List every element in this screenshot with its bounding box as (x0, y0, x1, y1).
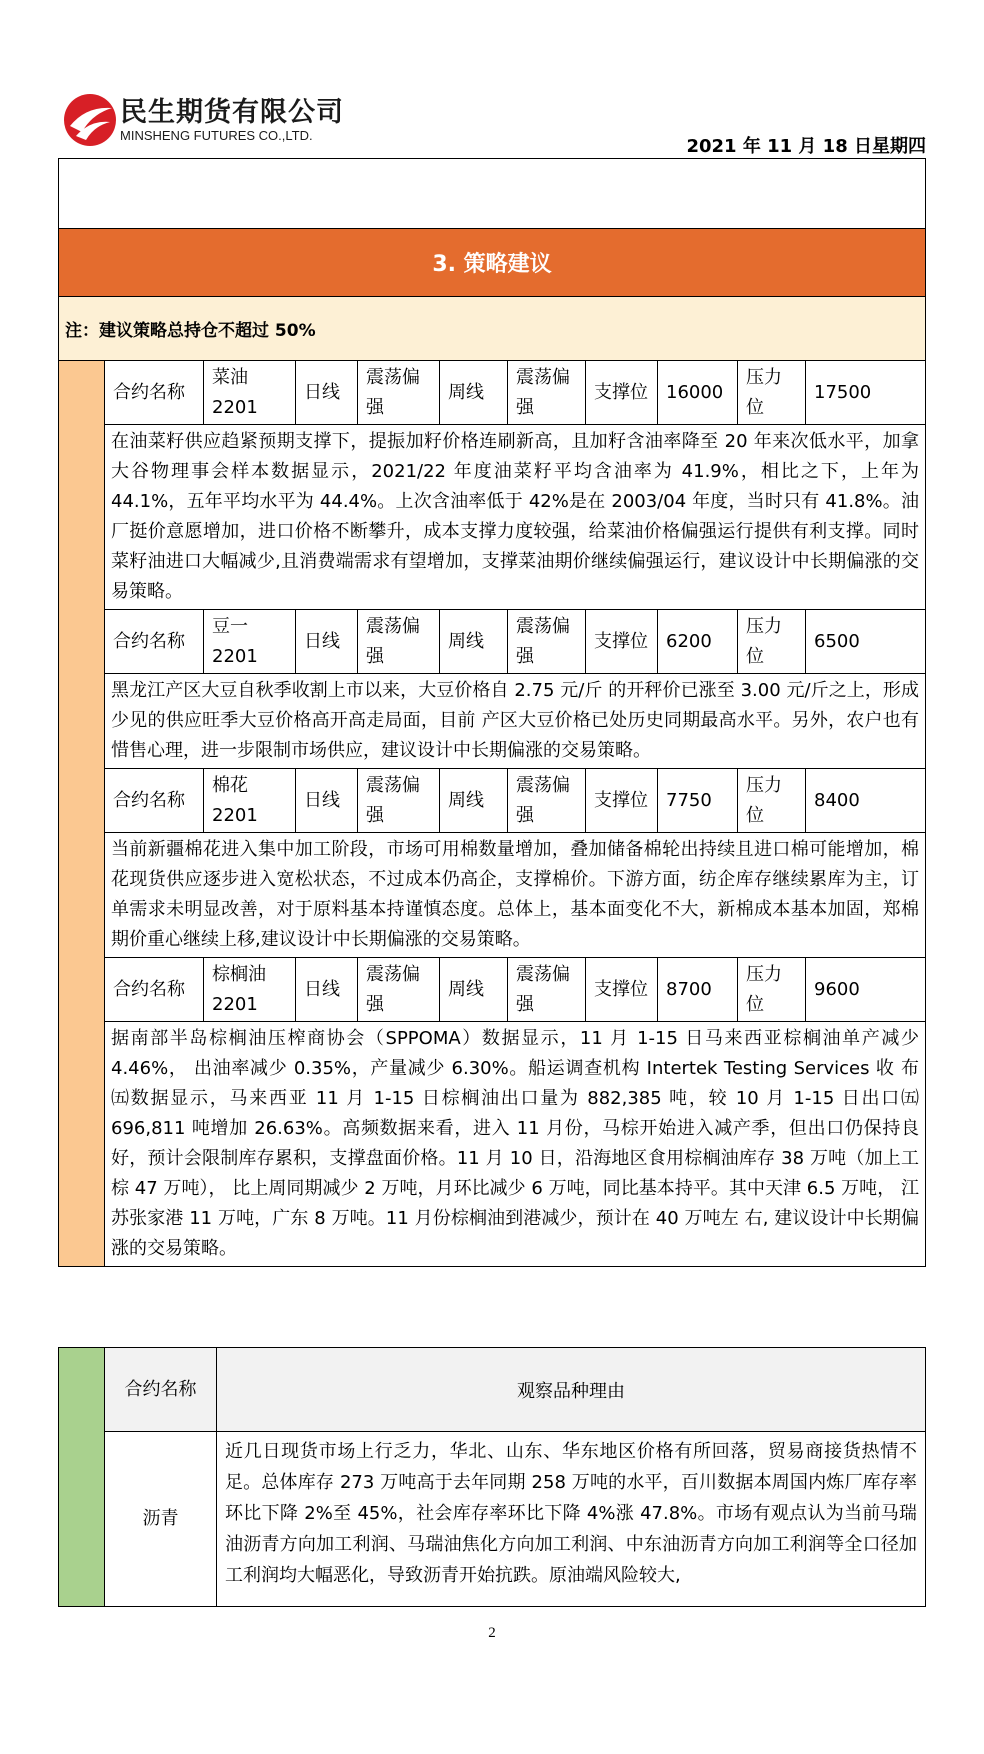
accent-bar (59, 361, 105, 1266)
accent-bar-green (59, 1348, 105, 1606)
contracts-list (105, 361, 925, 1266)
contract-name: 菜油2201 (204, 361, 296, 424)
report-date: 2021 年 11 月 18 日星期四 (686, 136, 926, 157)
contract-name: 棕榈油2201 (204, 958, 296, 1021)
company-logo (62, 88, 362, 158)
minsheng-logo-icon (62, 92, 118, 148)
page-number: 2 (488, 1625, 496, 1641)
weekly-trend: 震荡偏强 (508, 958, 586, 1021)
contract-analysis: 据南部半岛棕榈油压榨商协会（SPPOMA）数据显示，11 月 1-15 日马来西亚棕榈油单产减少 4.46%， 出油率减少 0.35%，产量减少 6.30%。船运调查机构 Intertek Testing Services 收 布 ㈤数据显示，马来西亚 11 月 1-15 日棕榈油出口量为 882,385 吨，较 10 月 1-15 日出口㈤ 696,811 吨增加 26.63%。高频数据来看，进入 11 月份，马棕开始进入减产季，但出口仍保持良好，预计会限制库存累积，支撑盘面价格。11 月 10 日，沿海地区食用棕榈油库存 38 万吨（加上工棕 47 万吨）， 比上周同期减少 2 万吨，月环比减少 6 万吨，同比基本持平。其中天津 6.5 万吨， 江苏张家港 11 万吨，广东 8 万吨。11 月份棕榈油到港减少，预计在 40 万吨左 右, 建议设计中长期偏涨的交易策略。 (111, 1028, 919, 1259)
weekly-label: 周线 (440, 610, 508, 673)
weekly-label: 周线 (440, 769, 508, 832)
daily-trend: 震荡偏强 (358, 610, 440, 673)
company-name-en: MINSHENG FUTURES CO.,LTD. (120, 128, 313, 143)
pressure-label: 压力位 (738, 361, 806, 424)
support-value: 6200 (658, 610, 738, 673)
contract-row (105, 769, 925, 833)
pressure-label: 压力位 (738, 610, 806, 673)
daily-trend: 震荡偏强 (358, 769, 440, 832)
contract-name: 棉花2201 (204, 769, 296, 832)
daily-trend: 震荡偏强 (358, 361, 440, 424)
watch-table (58, 1347, 926, 1607)
blank-row (59, 159, 925, 229)
daily-label: 日线 (296, 769, 358, 832)
daily-label: 日线 (296, 610, 358, 673)
support-value: 16000 (658, 361, 738, 424)
table-row (105, 1432, 925, 1606)
support-label: 支撑位 (586, 958, 658, 1021)
support-value: 7750 (658, 769, 738, 832)
contract-label: 合约名称 (105, 769, 204, 832)
daily-trend: 震荡偏强 (358, 958, 440, 1021)
support-label: 支撑位 (586, 610, 658, 673)
support-label: 支撑位 (586, 361, 658, 424)
contract-label: 合约名称 (105, 361, 204, 424)
watch-contract-name: 沥青 (105, 1432, 217, 1606)
pressure-label: 压力位 (738, 958, 806, 1021)
weekly-trend: 震荡偏强 (508, 361, 586, 424)
contract-analysis: 当前新疆棉花进入集中加工阶段，市场可用棉数量增加，叠加储备棉轮出持续且进口棉可能增加，棉花现货供应逐步进入宽松状态，不过成本仍高企，支撑棉价。下游方面，纺企库存继续累库为主，订单需求未明显改善，对于原料基本持谨慎态度。总体上，基本面变化不大，新棉成本基本加固，郑棉期价重心继续上移,建议设计中长期偏涨的交易策略。 (105, 833, 925, 958)
pressure-value: 9600 (814, 978, 860, 1000)
header-reason: 观察品种理由 (517, 1380, 625, 1402)
support-value: 8700 (658, 958, 738, 1021)
contract-label: 合约名称 (105, 958, 204, 1021)
strategy-table (58, 158, 926, 1267)
pressure-label: 压力位 (738, 769, 806, 832)
support-label: 支撑位 (586, 769, 658, 832)
pressure-value: 6500 (814, 630, 860, 652)
contract-row (105, 958, 925, 1022)
daily-label: 日线 (296, 361, 358, 424)
weekly-trend: 震荡偏强 (508, 610, 586, 673)
contract-analysis: 黑龙江产区大豆自秋季收割上市以来，大豆价格自 2.75 元/斤 的开秤价已涨至 3.00 元/斤之上，形成少见的供应旺季大豆价格高开高走局面，目前 产区大豆价格已处历史同期最高水平。另外，农户也有惜售心理，进一步限制市场供应，建议设计中长期偏涨的交易策略。 (105, 674, 925, 769)
contract-row (105, 361, 925, 425)
weekly-label: 周线 (440, 958, 508, 1021)
watch-table-header (105, 1348, 925, 1432)
weekly-label: 周线 (440, 361, 508, 424)
pressure-value: 17500 (814, 381, 872, 403)
section-title: 3. 策略建议 (59, 229, 925, 297)
position-note: 注：建议策略总持仓不超过 50% (59, 297, 925, 361)
company-name-cn: 民生期货有限公司 (120, 97, 344, 128)
contract-name: 豆一2201 (204, 610, 296, 673)
header-contract-name: 合约名称 (105, 1348, 217, 1431)
daily-label: 日线 (296, 958, 358, 1021)
contract-row (105, 610, 925, 674)
contract-analysis: 在油菜籽供应趋紧预期支撑下，提振加籽价格连刷新高，且加籽含油率降至 20 年来次低水平，加拿大谷物理事会样本数据显示，2021/22 年度油菜籽平均含油率为 41.9%，相比之下，上年为 44.1%，五年平均水平为 44.4%。上次含油率低于 42%是在 2003/04 年度，当时只有 41.8%。油厂挺价意愿增加，进口价格不断攀升，成本支撑力度较强，给菜油价格偏强运行提供有利支撑。同时菜籽油进口大幅减少,且消费端需求有望增加，支撑菜油期价继续偏强运行，建议设计中长期偏涨的交易策略。 (105, 425, 925, 610)
contract-label: 合约名称 (105, 610, 204, 673)
weekly-trend: 震荡偏强 (508, 769, 586, 832)
watch-reason-text: 近几日现货市场上行乏力，华北、山东、华东地区价格有所回落，贸易商接货热情不足。总体库存 273 万吨高于去年同期 258 万吨的水平，百川数据本周国内炼厂库存率环比下降 2%至 45%，社会库存率环比下降 4%涨 47.8%。市场有观点认为当前马瑞油沥青方向加工利润、马瑞油焦化方向加工利润、中东油沥青方向加工利润等全口径加工利润均大幅恶化，导致沥青开始抗跌。原油端风险较大, (225, 1441, 917, 1586)
pressure-value: 8400 (814, 789, 860, 811)
